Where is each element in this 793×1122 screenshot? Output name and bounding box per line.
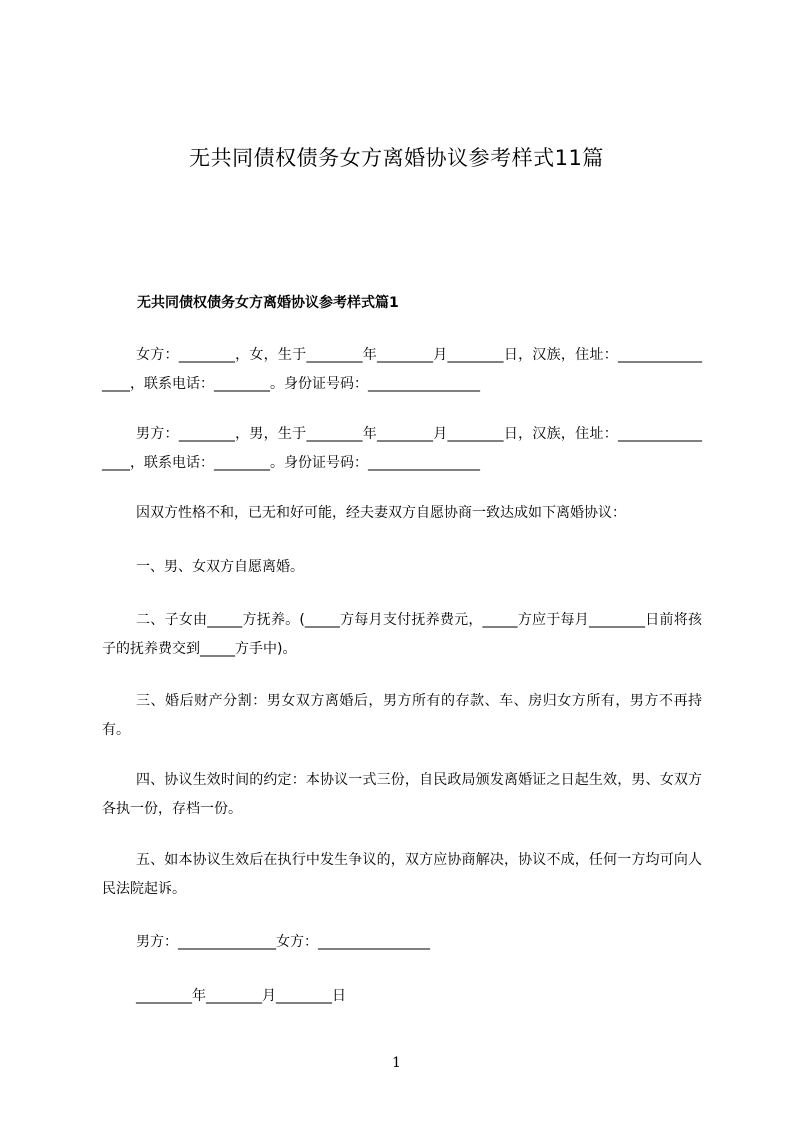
section-heading: 无共同债权债务女方离婚协议参考样式篇1 — [137, 295, 399, 311]
paragraph-clause-4: 四、协议生效时间的约定：本协议一式三份，自民政局颁发离婚证之日起生效，男、女双方各执一份，存档一份。 — [102, 772, 702, 817]
signature-line: 男方：______________女方：________________ — [136, 934, 430, 950]
paragraph-clause-3: 三、婚后财产分割：男女双方离婚后，男方所有的存款、车、房归女方所有，男方不再持有。 — [102, 693, 702, 738]
date-line: ________年________月________日 — [136, 988, 346, 1004]
paragraph-intro: 因双方性格不和，已无和好可能，经夫妻双方自愿协商一致达成如下离婚协议： — [136, 505, 626, 521]
paragraph-clause-1: 一、男、女双方自愿离婚。 — [136, 559, 304, 575]
paragraph-wife-info: 女方：________，女，生于________年________月________日，汉族，住址：________________，联系电话：________。身份证号码：________________ — [102, 347, 702, 392]
document-title: 无共同债权债务女方离婚协议参考样式11篇 — [189, 146, 604, 170]
paragraph-clause-5: 五、如本协议生效后在执行中发生争议的，双方应协商解决，协议不成，任何一方均可向人民法院起诉。 — [102, 852, 702, 897]
paragraph-clause-2: 二、子女由_____方抚养。(_____方每月支付抚养费元，_____方应于每月________日前将孩子的抚养费交到_____方手中)。 — [102, 612, 702, 657]
paragraph-husband-info: 男方：________，男，生于________年________月________日，汉族，住址：________________，联系电话：________。身份证号码：________________ — [102, 426, 702, 471]
page-number: 1 — [392, 1055, 401, 1071]
